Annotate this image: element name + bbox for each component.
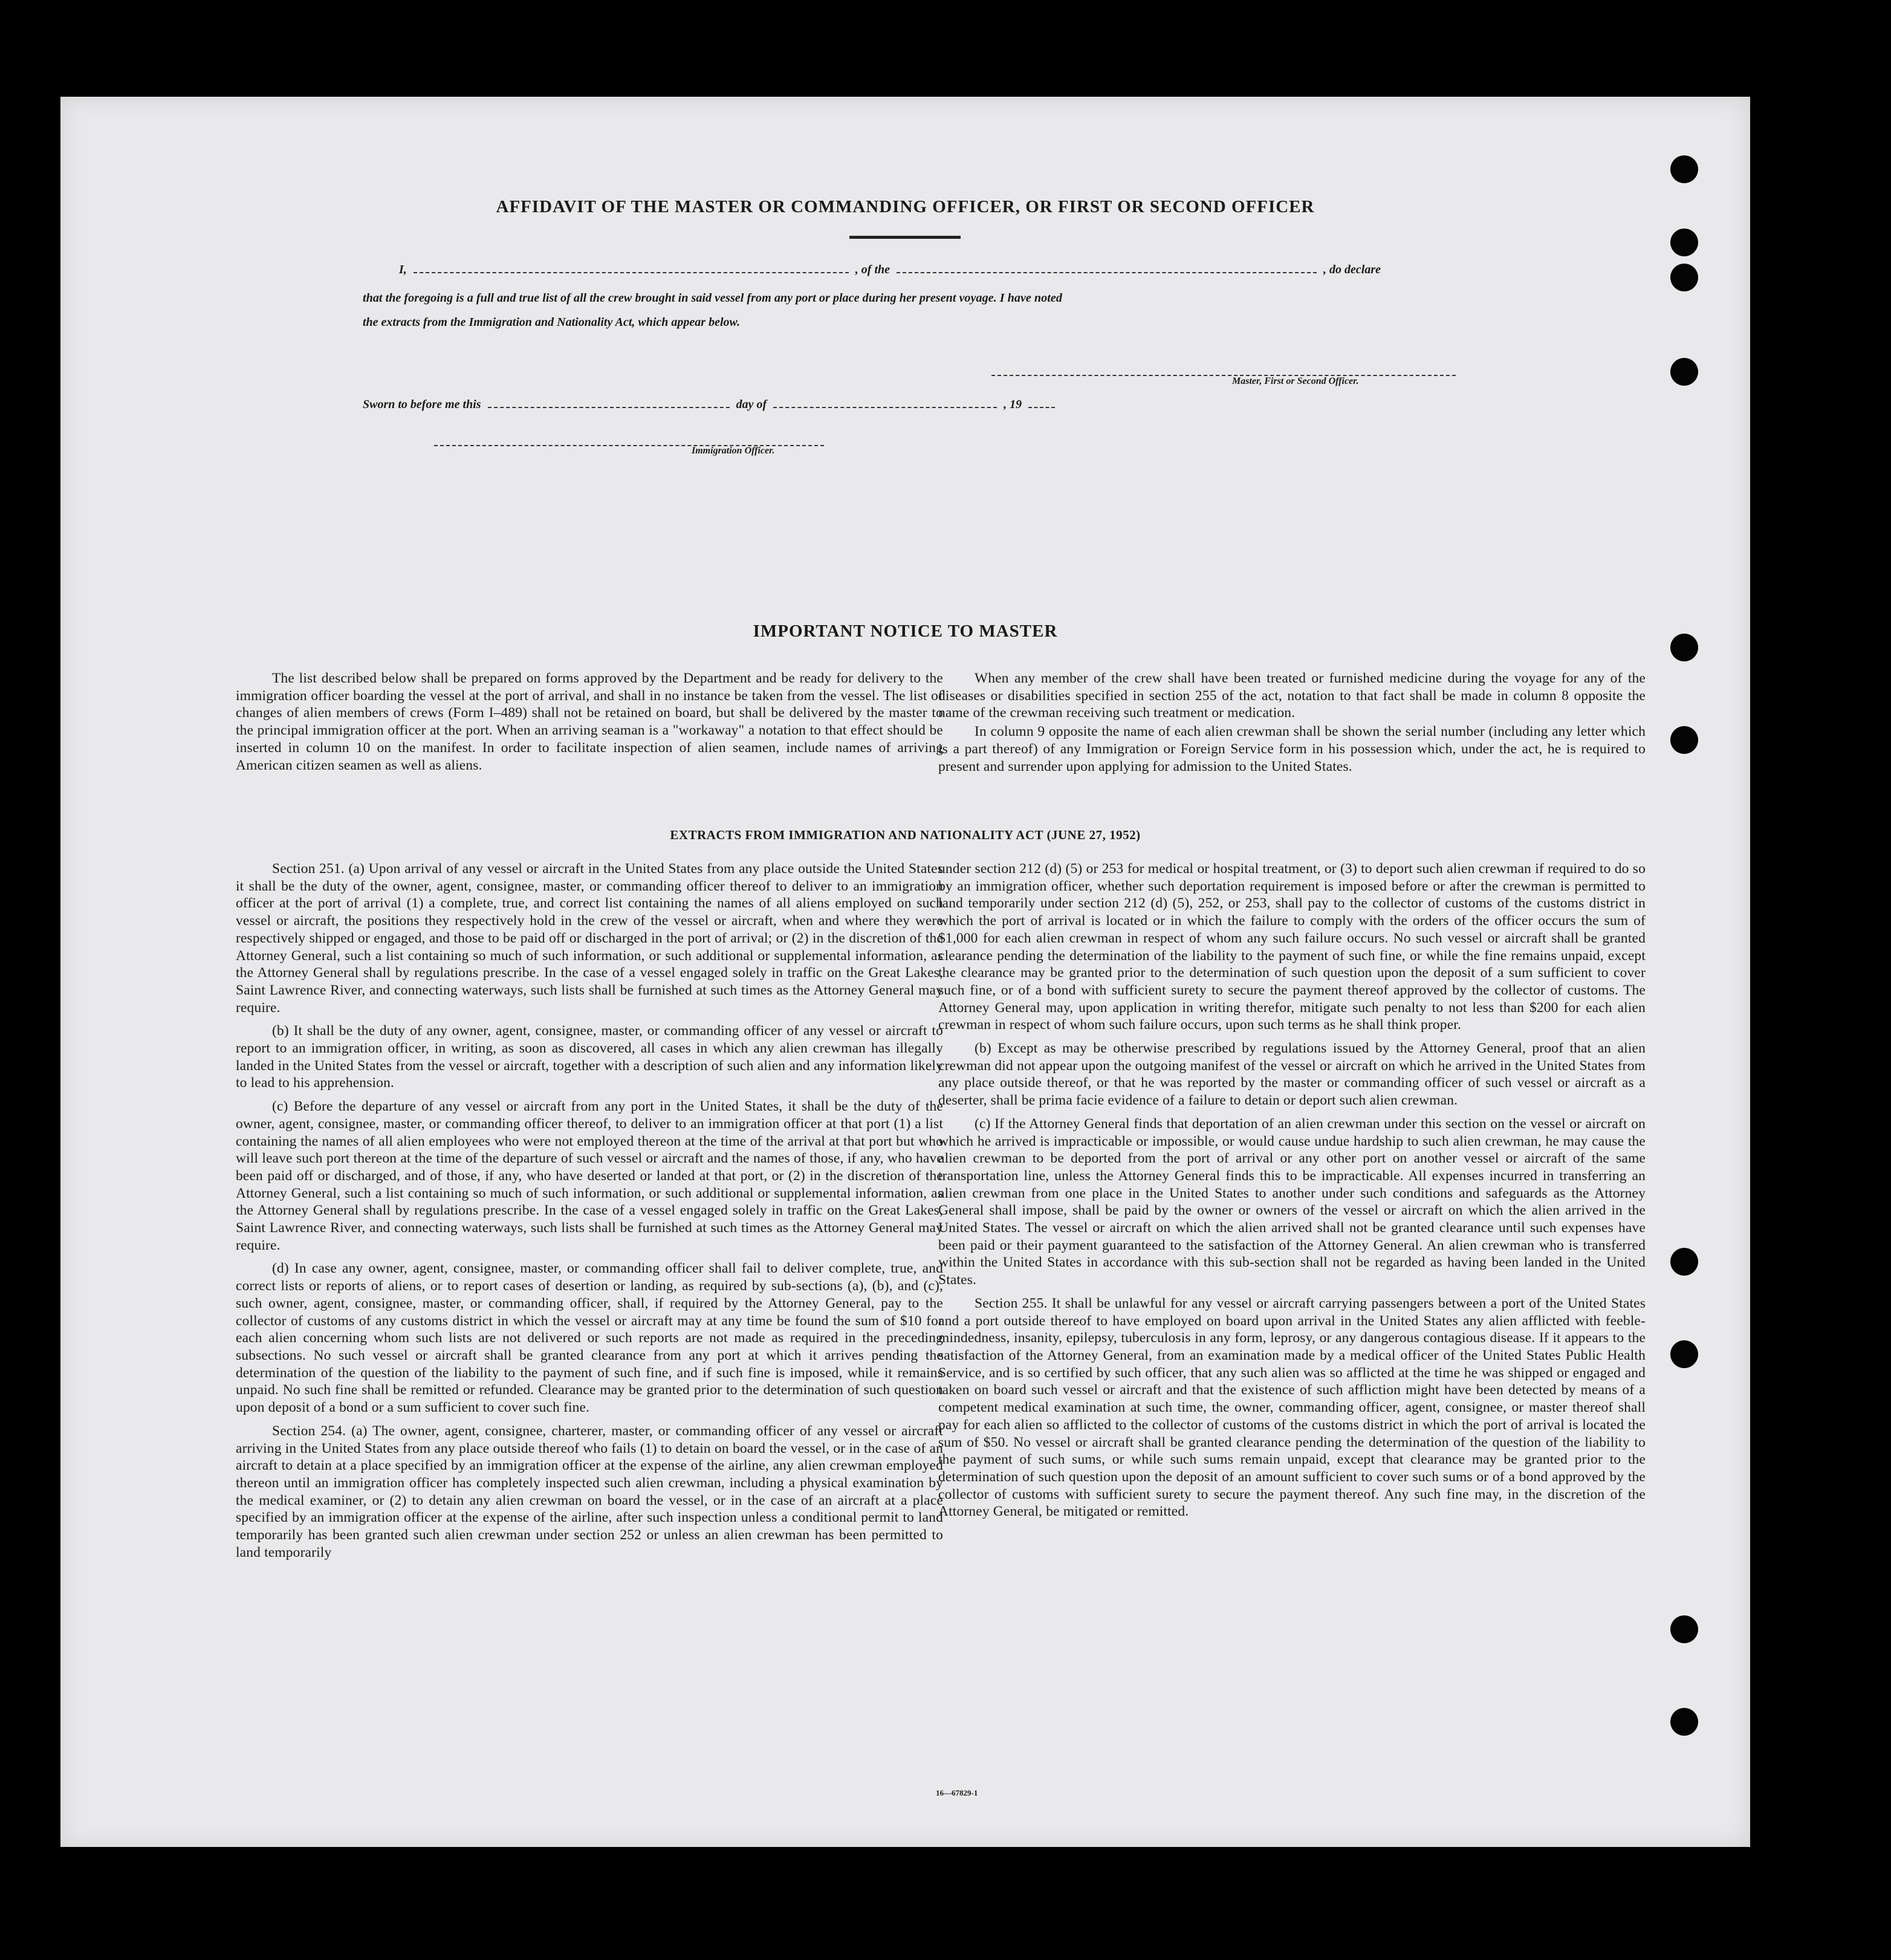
binder-hole xyxy=(1670,726,1698,754)
day-of-label: day of xyxy=(736,398,767,411)
section-251-a: Section 251. (a) Upon arrival of any vessel or aircraft in the United States from any place outside the United States it shall be the duty of the owner, agent, consignee, master, or commanding officer thereof to deliver to an immigration officer at the port of arrival (1) a complete, true, and correct list containing the names of all aliens employed on such vessel or aircraft, the positions they respectively hold in the crew of the vessel or aircraft, when and where they were respectively shipped or engaged, and those to be paid off or discharged in the port of arrival; or (2) in the discretion of the Attorney General, such a list containing so much of such information, or such additional or supplemental information, as the Attorney General shall by regulations prescribe. In the case of a vessel engaged solely in traffic on the Great Lakes, Saint Lawrence River, and connecting waterways, such lists shall be furnished at such times as the Attorney General may require. xyxy=(236,861,943,1016)
extracts-title: EXTRACTS FROM IMMIGRATION AND NATIONALITY ACT (JUNE 27, 1952) xyxy=(670,828,1141,842)
affidavit-i-label: I, xyxy=(399,263,407,276)
notice-left-column xyxy=(236,670,943,775)
notice-right-paragraph-1: When any member of the crew shall have been treated or furnished medicine during the voyage for any of the diseases or disabilities specified in section 255 of the act, notation to that fact shall be made in column 8 opposite the name of the crewman receiving such treatment or medication. xyxy=(938,670,1646,721)
of-the-label: , of the xyxy=(855,263,890,276)
master-signature-blank[interactable] xyxy=(991,365,1456,376)
binder-hole xyxy=(1670,358,1698,386)
month-blank[interactable] xyxy=(773,397,997,408)
name-blank[interactable] xyxy=(414,262,849,273)
binder-hole xyxy=(1670,1340,1698,1368)
section-254-a: Section 254. (a) The owner, agent, consignee, charterer, master, or commanding officer of any vessel or aircraft arriving in the United States from any place outside thereof who fails (1) to detain on board the vessel, or in the case of an aircraft to detain at a place specified by an immigration officer at the expense of the airline, any alien crewman employed thereon until an immigration officer has completely inspected such alien crewman, including a physical examination by the medical examiner, or (2) to detain any alien crewman on board the vessel, or in the case of an aircraft at a place specified by an immigration officer at the expense of the airline, after such inspection unless a conditional permit to land temporarily has been granted such alien crewman under section 252 or unless an alien crewman has been permitted to land temporarily xyxy=(236,1423,943,1560)
binder-hole xyxy=(1670,155,1698,183)
form-code: 16—67829-1 xyxy=(936,1788,978,1797)
affidavit-line-2: that the foregoing is a full and true list of all the crew brought in said vessel from any port or place during her present voyage. I have noted xyxy=(363,291,1062,305)
sworn-day-blank[interactable] xyxy=(488,397,730,408)
do-declare-label: , do declare xyxy=(1323,263,1381,276)
extracts-right-column xyxy=(938,860,1646,1522)
binder-hole xyxy=(1670,264,1698,291)
section-251-d: (d) In case any owner, agent, consignee, master, or commanding officer shall fail to deliver complete, true, and correct lists or reports of aliens, or to report cases of desertion or landing, as required by sub-sections (a), (b), and (c), such owner, agent, consignee, master, or commanding officer, shall, if required by the Attorney General, pay to the collector of customs of any customs district in which the vessel or aircraft may at any time be found the sum of $10 for each alien concerning whom such lists are not delivered or such reports are not made as required in the preceding subsections. No such vessel or aircraft shall be granted clearance from any port at which it arrives pending the determination of the question of the liability to the payment of such fine, and if such fine is imposed, while it remains unpaid. No such fine shall be remitted or refunded. Clearance may be granted prior to the determination of such question upon deposit of a bond or a sum sufficient to cover such fine. xyxy=(236,1261,943,1416)
year-blank[interactable] xyxy=(1028,397,1055,408)
binder-hole xyxy=(1670,1248,1698,1276)
section-254-b: (b) Except as may be otherwise prescribed by regulations issued by the Attorney General, proof that an alien crewman did not appear upon the outgoing manifest of the vessel or aircraft on which he arrived in the United States from any place outside thereof, or that he was reported by the master or commanding officer of such vessel or aircraft as a deserter, shall be prima facie evidence of a failure to detain or deport such alien crewman. xyxy=(938,1040,1646,1109)
sworn-line xyxy=(363,397,1059,412)
affidavit-title: AFFIDAVIT OF THE MASTER OR COMMANDING OFFICER, OR FIRST OR SECOND OFFICER xyxy=(496,197,1315,216)
year-label: , 19 xyxy=(1004,398,1022,411)
affidavit-line-3: the extracts from the Immigration and Nationality Act, which appear below. xyxy=(363,316,741,329)
notice-right-column xyxy=(938,670,1646,776)
officer-caption: Immigration Officer. xyxy=(692,446,775,456)
binder-hole xyxy=(1670,1615,1698,1643)
notice-left-paragraph: The list described below shall be prepared on forms approved by the Department and be ready for delivery to the immigration officer boarding the vessel at the port of arrival, and shall in no instance be taken from the vessel. The list of changes of alien members of crews (Form I–489) shall not be retained on board, but shall be delivered by the master to the principal immigration officer at the port. When an arriving seaman is a "workaway" a notation to that effect should be inserted in column 10 on the manifest. In order to facilitate inspection of alien seamen, include names of arriving American citizen seamen as well as aliens. xyxy=(236,670,943,773)
section-251-c: (c) Before the departure of any vessel or aircraft from any port in the United States, it shall be the duty of the owner, agent, consignee, master, or commanding officer thereof, to deliver to an immigration officer at that port (1) a list containing the names of all alien employees who were not employed thereon at the time of the arrival at that port but who will leave such port thereon at the time of the departure of such vessel or aircraft and the names of those, if any, who have been paid off or discharged, and of those, if any, who have deserted or landed at that port, or (2) in the discretion of the Attorney General, such a list containing so much of such information, or such additional or supplemental information, as the Attorney General shall by regulations prescribe. In the case of a vessel engaged solely in traffic on the Great Lakes, Saint Lawrence River, and connecting waterways, such lists shall be furnished at such times as the Attorney General may require. xyxy=(236,1098,943,1253)
binder-hole xyxy=(1670,229,1698,256)
master-caption: Master, First or Second Officer. xyxy=(1232,376,1359,386)
document-page xyxy=(60,97,1750,1847)
section-254-a-continued: under section 212 (d) (5) or 253 for medical or hospital treatment, or (3) to deport such alien crewman if required to do so by an immigration officer, whether such deportation requirement is imposed before or after the crewman is permitted to land temporarily under section 212 (d) (5), 252, or 253, shall pay to the collector of customs of the customs district in which the port of arrival is located or in which the failure to comply with the orders of the officer occurs the sum of $1,000 for each alien crewman in respect of whom any such failure occurs. No such vessel or aircraft shall be granted clearance pending the determination of the liability to the payment of such fine, or while the fine remains unpaid, except the clearance may be granted prior to the determination of such question upon the deposit of a sum sufficient to cover such fine, or of a bond with sufficient surety to secure the payment thereof approved by the collector of customs. The Attorney General may, upon application in writing therefor, mitigate such penalty to not less than $200 for each alien crewman in respect of whom such failure occurs, upon such terms as he shall think proper. xyxy=(938,861,1646,1033)
affidavit-line-1 xyxy=(399,262,1381,277)
notice-right-paragraph-2: In column 9 opposite the name of each alien crewman shall be shown the serial number (including any letter which is a part thereof) of any Immigration or Foreign Service form in his possession which, under the act, he is required to present and surrender upon applying for admission to the United States. xyxy=(938,724,1646,774)
notice-title: IMPORTANT NOTICE TO MASTER xyxy=(753,621,1058,641)
officer-signature-blank[interactable] xyxy=(434,435,824,446)
vessel-blank[interactable] xyxy=(897,262,1317,273)
title-rule xyxy=(849,236,961,239)
extracts-left-column xyxy=(236,860,943,1562)
section-251-b: (b) It shall be the duty of any owner, agent, consignee, master, or commanding officer of any vessel or aircraft to report to an immigration officer, in writing, as soon as discovered, all cases in which any alien crewman has illegally landed in the United States from the vessel or aircraft, together with a description of such alien and any information likely to lead to his apprehension. xyxy=(236,1023,943,1091)
sworn-label: Sworn to before me this xyxy=(363,398,481,411)
section-254-c: (c) If the Attorney General finds that deportation of an alien crewman under this section on the vessel or aircraft on which he arrived is impracticable or impossible, or would cause undue hardship to such alien crewman, he may cause the alien crewman to be deported from the port of arrival or any other port on another vessel or aircraft of the same transportation line, unless the Attorney General finds this to be impracticable. All expenses incurred in transferring an alien crewman from one place in the United States to another under such conditions and safeguards as the Attorney General shall impose, shall be paid by the owner or owners of the vessel or aircraft on which the alien arrived in the United States. The vessel or aircraft on which the alien arrived shall not be granted clearance until such expenses have been paid or their payment guaranteed to the satisfaction of the Attorney General. An alien crewman who is transferred within the United States in accordance with this sub-section shall not be regarded as having been landed in the United States. xyxy=(938,1115,1646,1288)
binder-hole xyxy=(1670,1708,1698,1736)
section-255: Section 255. It shall be unlawful for any vessel or aircraft carrying passengers between a port of the United States and a port outside thereof to have employed on board upon arrival in the United States any alien afflicted with feeble-mindedness, insanity, epilepsy, tuberculosis in any form, leprosy, or any dangerous contagious disease. If it appears to the satisfaction of the Attorney General, from an examination made by a medical officer of the United States Public Health Service, and is so certified by such officer, that any such alien was so afflicted at the time he was shipped or engaged and taken on board such vessel or aircraft and that the existence of such affliction might have been detected by means of a competent medical examination at such time, the owner, commanding officer, agent, consignee, or master thereof shall pay for each alien so afflicted to the collector of customs of the customs district in which the port of arrival is located the sum of $50. No vessel or aircraft shall be granted clearance pending the determination of the question of the liability to the payment of such sums, or while such sums remain unpaid, except that clearance may be granted prior to the determination of such question upon the deposit of an amount sufficient to cover such sums or of a bond approved by the collector of customs with sufficient surety to secure the payment thereof. Any such fine may, in the discretion of the Attorney General, be mitigated or remitted. xyxy=(938,1295,1646,1520)
